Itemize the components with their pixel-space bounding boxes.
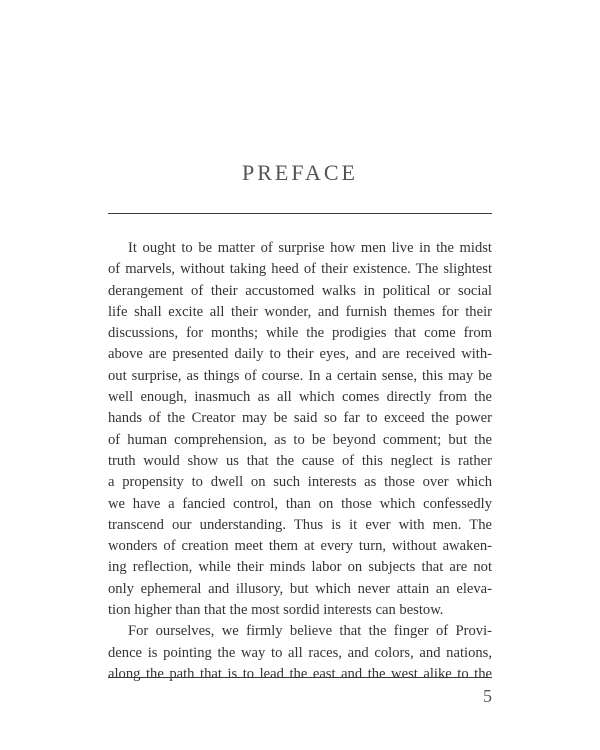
text-line: For ourselves, we firmly believe that the finger of Provi- [128,623,492,640]
text-line: transcend our understanding. Thus is it ever with men. The [108,516,492,533]
text-line: life shall excite all their wonder, and furnish themes for their [108,303,492,320]
text-line: of human comprehension, as to be beyond comment; but the [108,431,492,448]
text-line: a propensity to dwell on such interests as those over which [108,474,492,491]
top-rule [108,213,492,214]
text-line: only ephemeral and illusory, but which never attain an eleva- [108,580,492,597]
text-line: derangement of their accustomed walks in political or social [108,282,492,299]
text-line: dence is pointing the way to all races, and colors, and nations, [108,644,492,661]
text-line: above are presented daily to their eyes, and are received with- [108,346,492,363]
page-title: PREFACE [242,160,358,185]
text-line: wonders of creation meet them at every turn, without awaken- [108,538,492,555]
text-line: discussions, for months; while the prodigies that come from [108,325,492,342]
preface-text [108,238,492,685]
page-number: 5 [483,686,492,706]
text-line: we have a fancied control, than on those which confessedly [108,495,492,512]
text-line: hands of the Creator may be said so far to exceed the power [108,410,492,427]
text-line: out surprise, as things of course. In a certain sense, this may be [108,367,492,384]
bottom-rule [108,677,492,678]
text-line: It ought to be matter of surprise how men live in the midst [128,240,492,256]
text-line: of marvels, without taking heed of their existence. The slightest [108,261,492,278]
text-line: truth would show us that the cause of this neglect is rather [108,452,492,469]
text-line: tion higher than that the most sordid interests can bestow. [108,602,444,619]
text-line: ing reflection, while their minds labor on subjects that are not [108,559,492,576]
text-line: along the path that is to lead the east and the west alike to the [108,665,492,682]
text-line: well enough, inasmuch as all which comes directly from the [108,389,492,406]
